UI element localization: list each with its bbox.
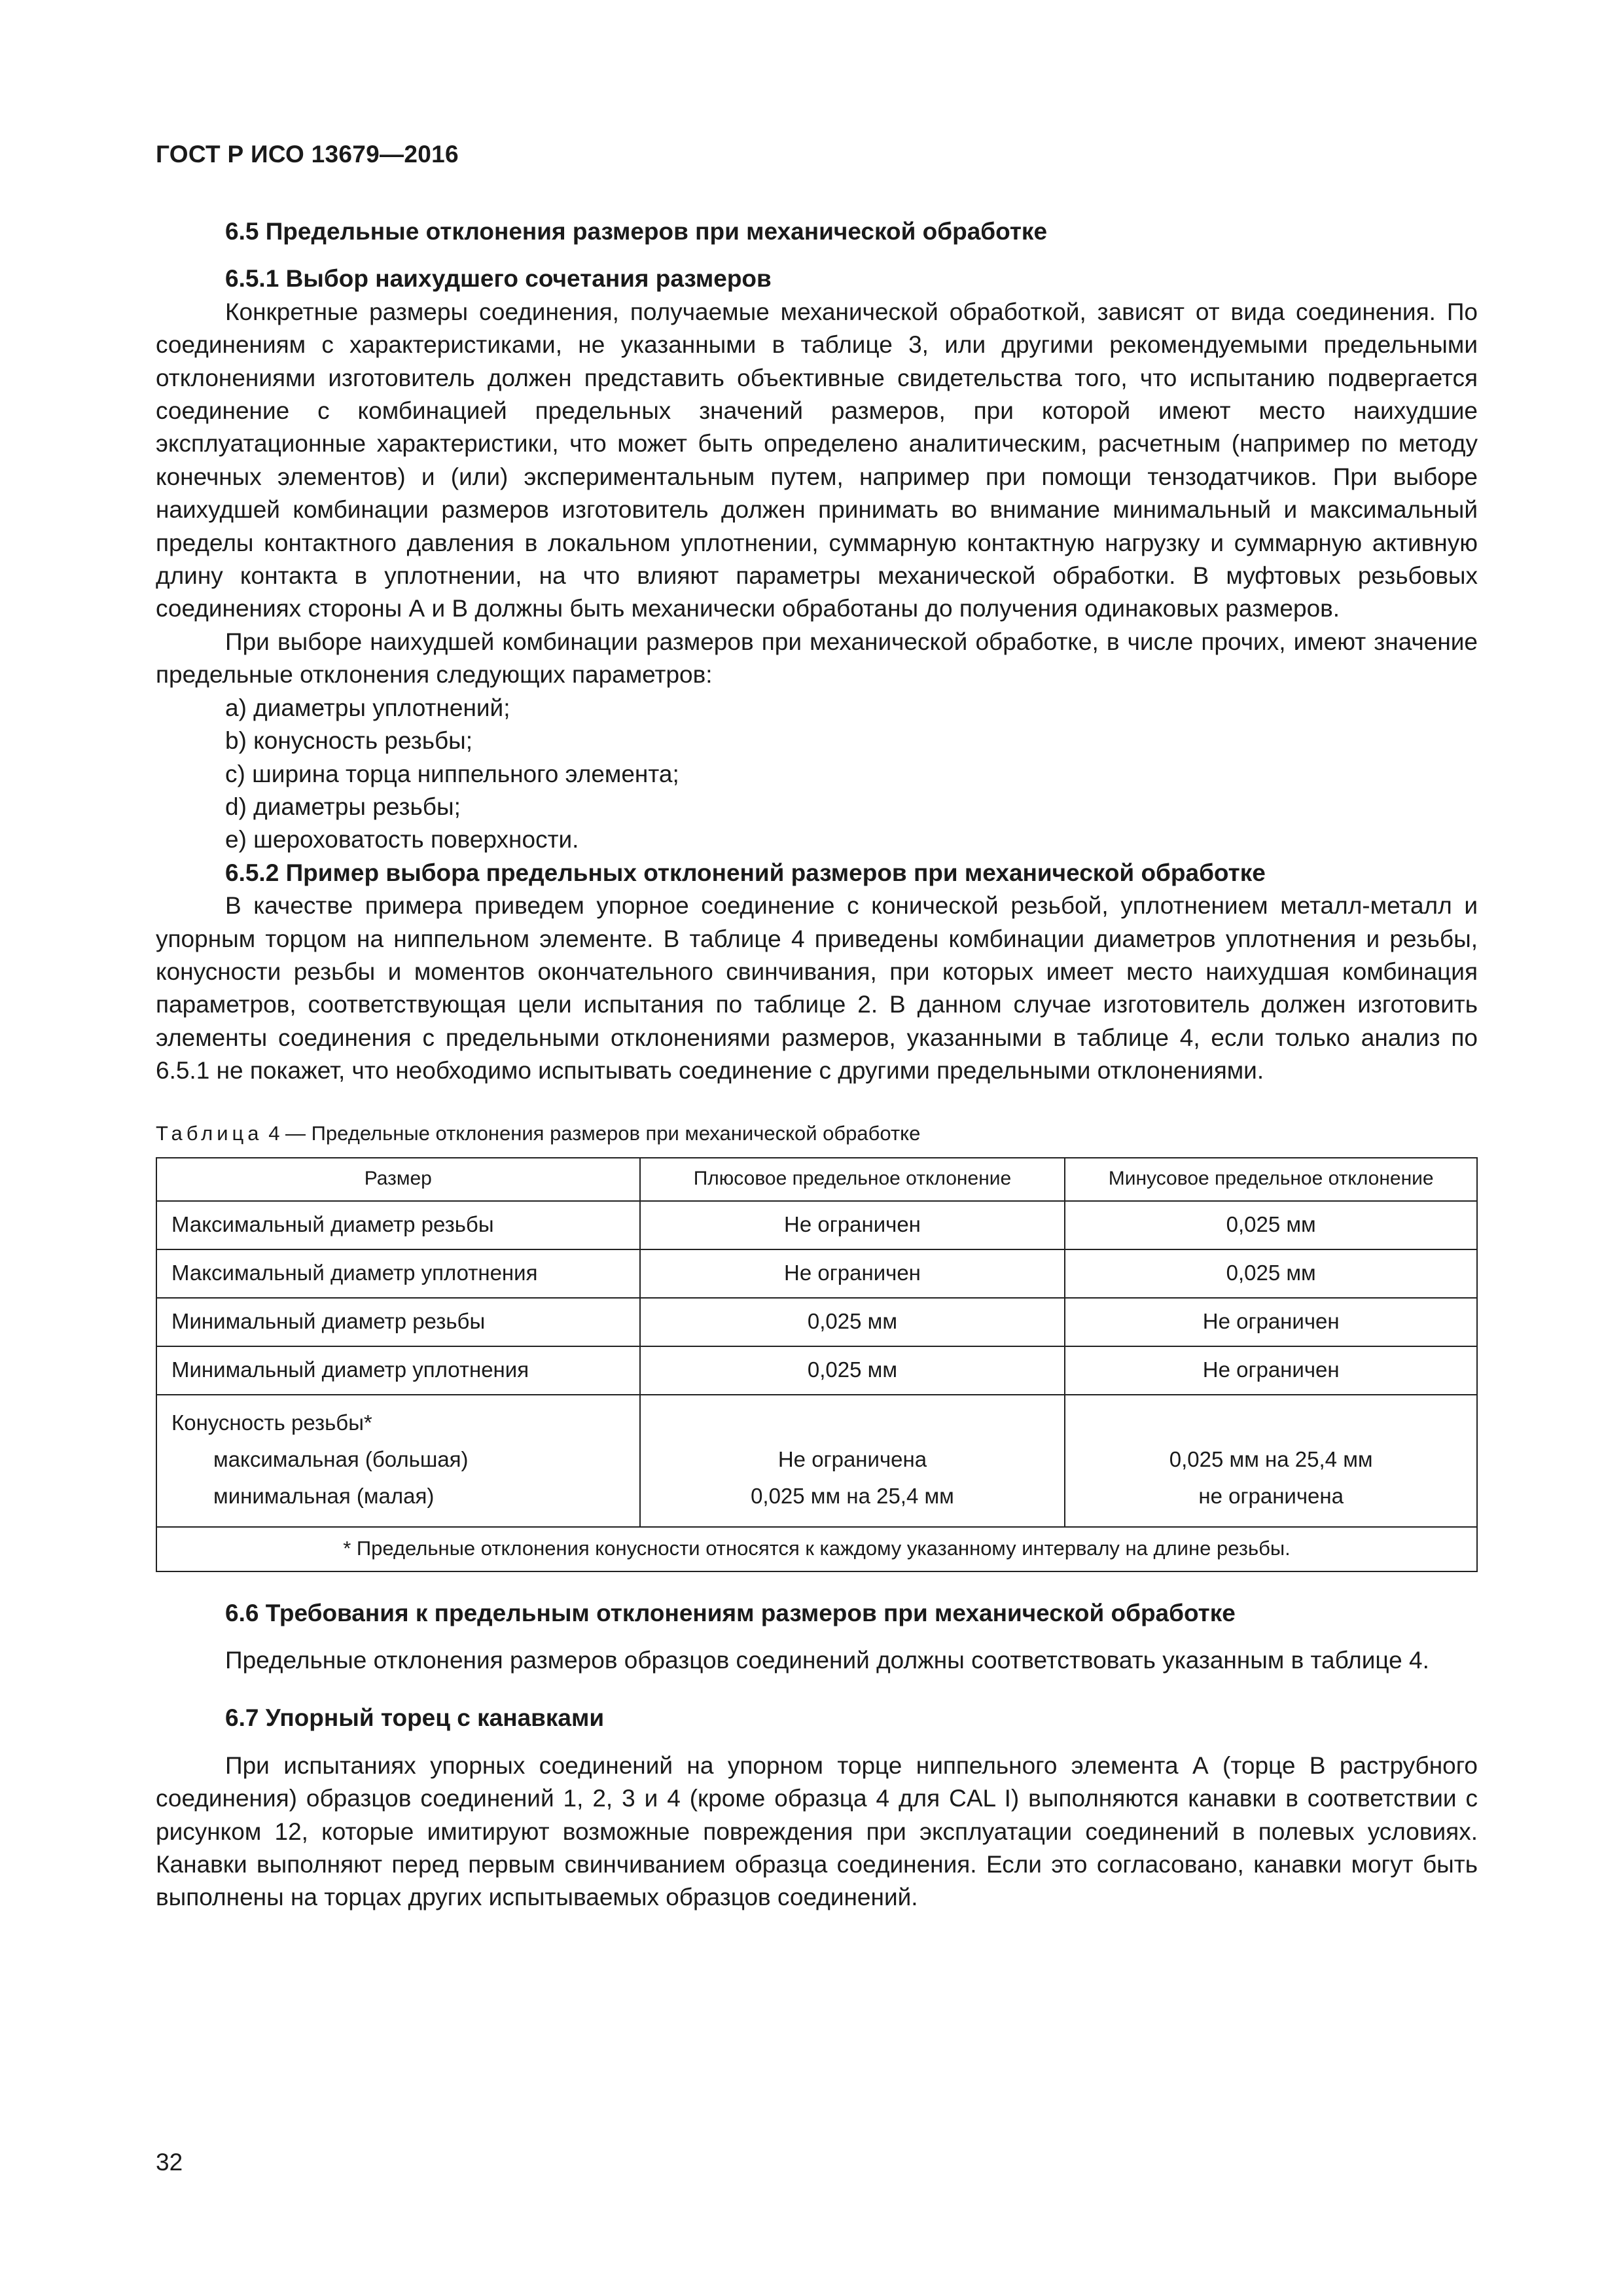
taper-min-minus: не ограничена (1198, 1483, 1344, 1508)
taper-label: Конусность резьбы* (171, 1410, 372, 1435)
section-6-7-paragraph-1: При испытаниях упорных соединений на упорном торце ниппельного элемента А (торце В раструбного соединения) образцов соединений 1, 2, 3 и 4 (кроме образца 4 для CAL I) выполняются канавки в соответствии с рисунком 12, которые имитируют возможные повреждения при эксплуатации соединений в полевых условиях. Канавки выполняют перед первым свинчиванием образца соединения. Если это согласовано, канавки могут быть выполнены на торцах других испытываемых образцов соединений. (156, 1751, 1478, 1911)
section-6-5-title: 6.5 Предельные отклонения размеров при механической обработке (225, 218, 1048, 245)
taper-min-plus: 0,025 мм на 25,4 мм (751, 1483, 954, 1508)
table-footnote-row (156, 1527, 1477, 1571)
table-4 (156, 1157, 1478, 1572)
section-6-5-2-title: 6.5.2 Пример выбора предельных отклонений размеров при механической обработке (225, 859, 1266, 886)
section-6-5-2-paragraph-1: В качестве примера приведем упорное соединение с конической резьбой, уплотнением металл-металл и упорным торцом на ниппельном элементе. В таблице 4 приведены комбинации диаметров уплотнения и резьбы, конусности резьбы и моментов окончательного свинчивания, при которых имеет место наихудшая комбинация параметров, соответствующая цели испытания по таблице 2. В данном случае изготовитель должен изготовить элементы соединения с предельными отклонениями размеров, указанными в таблице 4, если только анализ по 6.5.1 не покажет, что необходимо испытывать соединение с другими предельными отклонениями. (156, 892, 1478, 1085)
taper-max-plus: Не ограничена (777, 1446, 927, 1471)
list-item: d) диаметры резьбы; (225, 793, 461, 820)
table-header-minus: Минусовое предельное отклонение (1065, 1158, 1477, 1201)
parameter-list (156, 692, 1478, 857)
taper-max-minus: 0,025 мм на 25,4 мм (1169, 1446, 1373, 1471)
table-header-size: Размер (156, 1158, 640, 1201)
list-item: c) ширина торца ниппельного элемента; (225, 760, 679, 787)
section-6-6-paragraph-1: Предельные отклонения размеров образцов соединений должны соответствовать указанным в таблице 4. (225, 1646, 1429, 1674)
table-row (156, 1346, 1477, 1395)
section-6-5-1-paragraph-2: При выборе наихудшей комбинации размеров при механической обработке, в числе прочих, имеют значение предельные отклонения следующих параметров: (156, 628, 1478, 689)
table-header-row (156, 1158, 1477, 1201)
section-6-5-1-title: 6.5.1 Выбор наихудшего сочетания размеров (225, 265, 772, 293)
document-body (156, 215, 1478, 1914)
document-header: ГОСТ Р ИСО 13679—2016 (156, 141, 459, 168)
table-cell: Минимальный диаметр резьбы (156, 1298, 640, 1346)
section-6-5-1-paragraph-1: Конкретные размеры соединения, получаемые механической обработкой, зависят от вида соединения. По соединениям с характеристиками, не указанными в таблице 3, или другими рекомендуемыми предельными отклонениями изготовитель должен представить объективные свидетельства того, что испытанию подвергается соединение с комбинацией предельных значений размеров, при которой имеют место наихудшие эксплуатационные характеристики, что может быть определено аналитическим, расчетным (например по методу конечных элементов) и (или) экспериментальным путем, например при помощи тензодатчиков. При выборе наихудшей комбинации размеров изготовитель должен принимать во внимание минимальный и максимальный пределы контактного давления в локальном уплотнении, суммарную контактную нагрузку и суммарную активную длину контакта в уплотнении, на что влияют параметры механической обработки. В муфтовых резьбовых соединениях стороны А и В должны быть механически обработаны до получения одинаковых размеров. (156, 298, 1478, 622)
table-cell: 0,025 мм (640, 1298, 1065, 1346)
section-6-6-title: 6.6 Требования к предельным отклонениям размеров при механической обработке (225, 1599, 1236, 1626)
section-6-7-title: 6.7 Упорный торец с канавками (225, 1704, 605, 1732)
taper-max-label: максимальная (большая) (213, 1446, 469, 1471)
table-4-caption (156, 1119, 1478, 1148)
table-cell (640, 1395, 1065, 1527)
page-number: 32 (156, 2149, 183, 2176)
table-cell: Максимальный диаметр резьбы (156, 1201, 640, 1249)
table-cell: 0,025 мм (1065, 1201, 1477, 1249)
list-item: b) конусность резьбы; (225, 727, 473, 755)
table-cell: Не ограничен (1065, 1346, 1477, 1395)
taper-min-label: минимальная (малая) (213, 1483, 435, 1508)
table-cell (156, 1395, 640, 1527)
table-cell: Максимальный диаметр уплотнения (156, 1249, 640, 1298)
table-cell: Не ограничен (640, 1249, 1065, 1298)
table-cell: 0,025 мм (640, 1346, 1065, 1395)
table-row-taper (156, 1395, 1477, 1527)
table-caption-text: 4 — Предельные отклонения размеров при механической обработке (268, 1121, 921, 1145)
table-cell: Не ограничен (1065, 1298, 1477, 1346)
table-cell: Минимальный диаметр уплотнения (156, 1346, 640, 1395)
table-cell: Не ограничен (640, 1201, 1065, 1249)
table-caption-label: Таблица (156, 1121, 263, 1145)
table-row (156, 1298, 1477, 1346)
table-row (156, 1201, 1477, 1249)
table-cell: 0,025 мм (1065, 1249, 1477, 1298)
table-cell (1065, 1395, 1477, 1527)
list-item: a) диаметры уплотнений; (225, 694, 510, 721)
table-row (156, 1249, 1477, 1298)
table-footnote: * Предельные отклонения конусности относятся к каждому указанному интервалу на длине резьбы. (156, 1527, 1477, 1571)
table-header-plus: Плюсовое предельное отклонение (640, 1158, 1065, 1201)
list-item: e) шероховатость поверхности. (225, 826, 579, 853)
